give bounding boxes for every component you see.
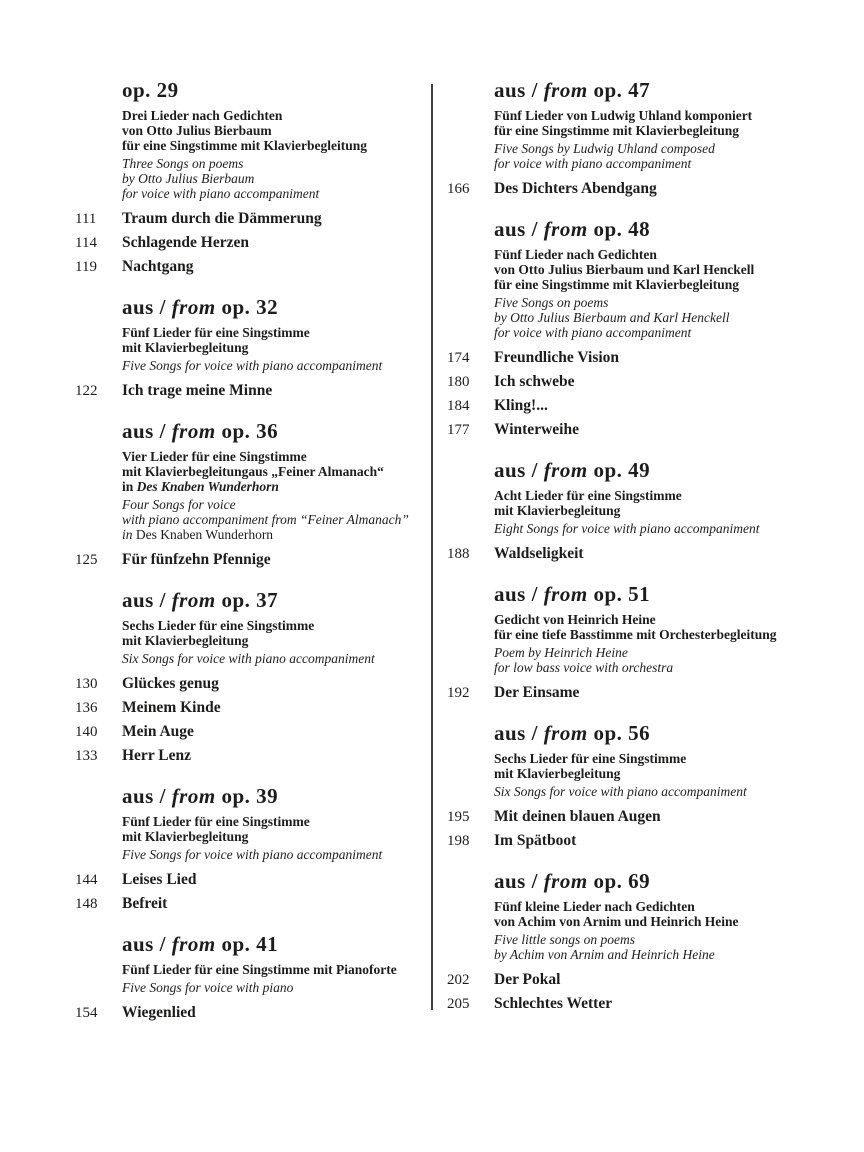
english-description bbox=[122, 156, 427, 201]
description-line bbox=[494, 612, 829, 627]
text-segment: for voice with piano accompaniment bbox=[122, 186, 320, 201]
opus-heading-text: op. 41 bbox=[215, 932, 279, 956]
text-segment: Eight Songs for voice with piano accompaniment bbox=[494, 521, 760, 536]
song-title: Glückes genug bbox=[122, 675, 219, 692]
song-title: Traum durch die Dämmerung bbox=[122, 210, 322, 227]
description-line bbox=[122, 618, 427, 633]
song-entry bbox=[447, 370, 829, 394]
description-line bbox=[122, 358, 427, 373]
description-line bbox=[122, 651, 427, 666]
page-number: 180 bbox=[447, 374, 470, 390]
text-segment: für eine Singstimme mit Klavierbegleitung bbox=[122, 138, 367, 153]
text-segment: Gedicht von Heinrich Heine bbox=[494, 612, 656, 627]
text-segment: mit Klavierbegleitung bbox=[122, 340, 249, 355]
text-segment: Sechs Lieder für eine Singstimme bbox=[122, 618, 315, 633]
text-segment: in bbox=[122, 527, 136, 542]
description-line bbox=[494, 914, 829, 929]
opus-section bbox=[75, 295, 427, 403]
opus-heading-from: from bbox=[171, 588, 216, 612]
text-segment: Three Songs on poems bbox=[122, 156, 244, 171]
description-line bbox=[122, 108, 427, 123]
opus-heading bbox=[494, 869, 829, 893]
opus-section bbox=[447, 869, 829, 1016]
text-segment: Fünf Lieder nach Gedichten bbox=[494, 247, 657, 262]
opus-section bbox=[447, 721, 829, 853]
song-title: Leises Lied bbox=[122, 871, 197, 888]
description-line bbox=[122, 138, 427, 153]
opus-heading bbox=[122, 784, 427, 808]
opus-heading-from: from bbox=[543, 458, 588, 482]
song-title: Schlechtes Wetter bbox=[494, 995, 613, 1012]
text-segment: mit Klavierbegleitung bbox=[494, 766, 621, 781]
text-segment: by Achim von Arnim and Heinrich Heine bbox=[494, 947, 715, 962]
song-entry bbox=[75, 255, 427, 279]
opus-heading-text: aus / bbox=[122, 784, 172, 808]
text-segment: by Otto Julius Bierbaum bbox=[122, 171, 255, 186]
opus-section bbox=[75, 784, 427, 916]
song-list bbox=[75, 548, 427, 572]
description-line bbox=[494, 627, 829, 642]
song-title: Nachtgang bbox=[122, 258, 194, 275]
english-description bbox=[122, 497, 427, 542]
opus-heading bbox=[494, 78, 829, 102]
description-line bbox=[494, 247, 829, 262]
page-number: 198 bbox=[447, 833, 470, 849]
text-segment: for voice with piano accompaniment bbox=[494, 325, 692, 340]
song-entry bbox=[447, 805, 829, 829]
opus-heading-text: op. 39 bbox=[215, 784, 279, 808]
song-list bbox=[447, 968, 829, 1016]
page-number: 125 bbox=[75, 552, 98, 568]
text-segment: mit Klavierbegleitung bbox=[122, 633, 249, 648]
opus-section bbox=[75, 932, 427, 1025]
description-line bbox=[494, 325, 829, 340]
english-description bbox=[494, 645, 829, 675]
song-title: Meinem Kinde bbox=[122, 699, 221, 716]
song-title: Ich schwebe bbox=[494, 373, 575, 390]
description-line bbox=[494, 295, 829, 310]
description-line bbox=[494, 899, 829, 914]
opus-heading-from: from bbox=[171, 295, 216, 319]
text-segment: Fünf Lieder von Ludwig Uhland komponiert bbox=[494, 108, 753, 123]
opus-heading bbox=[122, 295, 427, 319]
song-entry bbox=[75, 672, 427, 696]
song-list bbox=[75, 207, 427, 279]
description-line bbox=[122, 325, 427, 340]
opus-heading-from: from bbox=[171, 932, 216, 956]
opus-section bbox=[447, 217, 829, 442]
text-segment: von Achim von Arnim und Heinrich Heine bbox=[494, 914, 739, 929]
text-segment: von Otto Julius Bierbaum und Karl Henckell bbox=[494, 262, 755, 277]
description-line bbox=[494, 123, 829, 138]
song-entry bbox=[447, 418, 829, 442]
text-segment: Five Songs on poems bbox=[494, 295, 609, 310]
text-segment: mit Klavierbegleitung bbox=[494, 503, 621, 518]
text-segment: für eine Singstimme mit Klavierbegleitung bbox=[494, 277, 739, 292]
song-title: Kling!... bbox=[494, 397, 548, 414]
german-description bbox=[122, 618, 427, 648]
opus-heading-from: from bbox=[171, 419, 216, 443]
song-list bbox=[447, 805, 829, 853]
song-entry bbox=[75, 744, 427, 768]
song-entry bbox=[447, 346, 829, 370]
song-title: Im Spätboot bbox=[494, 832, 577, 849]
song-title: Mit deinen blauen Augen bbox=[494, 808, 661, 825]
english-description bbox=[494, 932, 829, 962]
description-line bbox=[122, 814, 427, 829]
opus-section bbox=[75, 588, 427, 768]
english-description bbox=[122, 651, 427, 666]
song-entry bbox=[75, 207, 427, 231]
description-line bbox=[494, 156, 829, 171]
song-title: Der Pokal bbox=[494, 971, 561, 988]
page-number: 148 bbox=[75, 896, 98, 912]
song-list bbox=[447, 681, 829, 705]
text-segment: Fünf Lieder für eine Singstimme mit Pianoforte bbox=[122, 962, 397, 977]
page-number: 184 bbox=[447, 398, 470, 414]
german-description bbox=[122, 325, 427, 355]
text-segment: Des Knaben Wunderhorn bbox=[135, 527, 274, 542]
page-number: 177 bbox=[447, 422, 470, 438]
german-description bbox=[494, 108, 829, 138]
toc-column-left bbox=[75, 78, 427, 1025]
description-line bbox=[494, 932, 829, 947]
text-segment: for voice with piano accompaniment bbox=[494, 156, 692, 171]
description-line bbox=[494, 766, 829, 781]
page-number: 136 bbox=[75, 700, 98, 716]
description-line bbox=[122, 464, 427, 479]
description-line bbox=[122, 449, 427, 464]
song-entry bbox=[75, 720, 427, 744]
text-segment: von Otto Julius Bierbaum bbox=[122, 123, 272, 138]
page-number: 140 bbox=[75, 724, 98, 740]
description-line bbox=[494, 751, 829, 766]
german-description bbox=[494, 899, 829, 929]
description-line bbox=[122, 962, 427, 977]
song-title: Ich trage meine Minne bbox=[122, 382, 273, 399]
song-list bbox=[75, 1001, 427, 1025]
german-description bbox=[494, 488, 829, 518]
text-segment: Des Knaben Wunderhorn bbox=[136, 479, 279, 494]
description-line bbox=[122, 123, 427, 138]
opus-heading-text: op. 56 bbox=[587, 721, 651, 745]
text-segment: für eine Singstimme mit Klavierbegleitung bbox=[494, 123, 739, 138]
opus-section bbox=[75, 78, 427, 279]
song-entry bbox=[447, 829, 829, 853]
description-line bbox=[494, 645, 829, 660]
song-list bbox=[75, 868, 427, 916]
opus-heading-text: op. 29 bbox=[122, 78, 179, 102]
page-number: 195 bbox=[447, 809, 470, 825]
opus-heading bbox=[122, 419, 427, 443]
text-segment: Vier Lieder für eine Singstimme bbox=[122, 449, 307, 464]
text-segment: Five Songs for voice with piano bbox=[122, 980, 294, 995]
opus-heading-text: op. 47 bbox=[587, 78, 651, 102]
page-number: 133 bbox=[75, 748, 98, 764]
opus-heading-text: op. 51 bbox=[587, 582, 651, 606]
description-line bbox=[494, 108, 829, 123]
song-list bbox=[447, 177, 829, 201]
opus-heading bbox=[122, 78, 427, 102]
song-entry bbox=[75, 379, 427, 403]
opus-heading-from: from bbox=[543, 582, 588, 606]
song-title: Des Dichters Abendgang bbox=[494, 180, 657, 197]
text-segment: Sechs Lieder für eine Singstimme bbox=[494, 751, 687, 766]
description-line bbox=[494, 310, 829, 325]
text-segment: Five Songs by Ludwig Uhland composed bbox=[494, 141, 715, 156]
column-divider bbox=[431, 84, 433, 1010]
description-line bbox=[122, 829, 427, 844]
song-list bbox=[447, 346, 829, 442]
description-line bbox=[494, 660, 829, 675]
song-title: Winterweihe bbox=[494, 421, 579, 438]
text-segment: Four Songs for voice bbox=[122, 497, 236, 512]
opus-heading-text: aus / bbox=[494, 458, 544, 482]
description-line bbox=[122, 340, 427, 355]
opus-heading-text: aus / bbox=[494, 582, 544, 606]
opus-heading-text: op. 49 bbox=[587, 458, 651, 482]
german-description bbox=[494, 247, 829, 292]
description-line bbox=[122, 156, 427, 171]
song-title: Mein Auge bbox=[122, 723, 194, 740]
text-segment: Fünf Lieder für eine Singstimme bbox=[122, 814, 310, 829]
description-line bbox=[122, 512, 427, 527]
description-line bbox=[494, 521, 829, 536]
song-entry bbox=[447, 394, 829, 418]
page-number: 111 bbox=[75, 211, 97, 227]
text-segment: by Otto Julius Bierbaum and Karl Henckell bbox=[494, 310, 730, 325]
opus-section bbox=[447, 582, 829, 705]
page-number: 144 bbox=[75, 872, 98, 888]
opus-section bbox=[447, 78, 829, 201]
opus-heading bbox=[122, 588, 427, 612]
song-title: Für fünfzehn Pfennige bbox=[122, 551, 271, 568]
text-segment: Poem by Heinrich Heine bbox=[494, 645, 628, 660]
description-line bbox=[494, 277, 829, 292]
english-description bbox=[122, 847, 427, 862]
text-segment: Fünf Lieder für eine Singstimme bbox=[122, 325, 310, 340]
page-number: 119 bbox=[75, 259, 97, 275]
song-entry bbox=[447, 681, 829, 705]
page-number: 174 bbox=[447, 350, 470, 366]
song-title: Wiegenlied bbox=[122, 1004, 196, 1021]
description-line bbox=[122, 527, 427, 542]
song-title: Schlagende Herzen bbox=[122, 234, 249, 251]
opus-heading bbox=[122, 932, 427, 956]
english-description bbox=[494, 521, 829, 536]
page-number: 188 bbox=[447, 546, 470, 562]
song-title: Freundliche Vision bbox=[494, 349, 620, 366]
english-description bbox=[494, 784, 829, 799]
song-entry bbox=[75, 868, 427, 892]
opus-heading-text: aus / bbox=[122, 932, 172, 956]
text-segment: mit Klavierbegleitungaus „Feiner Almanach“ bbox=[122, 464, 384, 479]
text-segment: with piano accompaniment from “Feiner Almanach” bbox=[122, 512, 409, 527]
opus-section bbox=[75, 419, 427, 572]
opus-heading bbox=[494, 458, 829, 482]
description-line bbox=[122, 171, 427, 186]
english-description bbox=[122, 358, 427, 373]
german-description bbox=[122, 962, 427, 977]
page-number: 192 bbox=[447, 685, 470, 701]
text-segment: Fünf kleine Lieder nach Gedichten bbox=[494, 899, 695, 914]
song-title: Herr Lenz bbox=[122, 747, 192, 764]
song-entry bbox=[75, 892, 427, 916]
song-entry bbox=[447, 968, 829, 992]
opus-heading-text: op. 37 bbox=[215, 588, 279, 612]
description-line bbox=[494, 503, 829, 518]
description-line bbox=[122, 980, 427, 995]
opus-heading-from: from bbox=[543, 721, 588, 745]
text-segment: Five Songs for voice with piano accompaniment bbox=[122, 358, 383, 373]
description-line bbox=[494, 262, 829, 277]
opus-heading bbox=[494, 582, 829, 606]
song-entry bbox=[447, 177, 829, 201]
description-line bbox=[494, 141, 829, 156]
page-number: 130 bbox=[75, 676, 98, 692]
text-segment: in bbox=[122, 479, 137, 494]
opus-heading-text: aus / bbox=[122, 295, 172, 319]
opus-heading-text: op. 69 bbox=[587, 869, 651, 893]
page-number: 205 bbox=[447, 996, 470, 1012]
description-line bbox=[494, 784, 829, 799]
description-line bbox=[494, 947, 829, 962]
song-entry bbox=[447, 992, 829, 1016]
song-title: Der Einsame bbox=[494, 684, 580, 701]
text-segment: Five Songs for voice with piano accompaniment bbox=[122, 847, 383, 862]
text-segment: Six Songs for voice with piano accompaniment bbox=[122, 651, 375, 666]
description-line bbox=[122, 847, 427, 862]
german-description bbox=[494, 751, 829, 781]
description-line bbox=[122, 479, 427, 494]
opus-heading bbox=[494, 721, 829, 745]
page-number: 122 bbox=[75, 383, 98, 399]
page-number: 166 bbox=[447, 181, 470, 197]
song-title: Waldseligkeit bbox=[494, 545, 584, 562]
description-line bbox=[122, 497, 427, 512]
german-description bbox=[122, 449, 427, 494]
description-line bbox=[494, 488, 829, 503]
description-line bbox=[122, 186, 427, 201]
english-description bbox=[494, 295, 829, 340]
opus-heading-text: op. 48 bbox=[587, 217, 651, 241]
english-description bbox=[494, 141, 829, 171]
german-description bbox=[122, 814, 427, 844]
text-segment: mit Klavierbegleitung bbox=[122, 829, 249, 844]
text-segment: Five little songs on poems bbox=[494, 932, 635, 947]
description-line bbox=[122, 633, 427, 648]
song-entry bbox=[75, 231, 427, 255]
opus-heading-text: aus / bbox=[122, 588, 172, 612]
song-entry bbox=[447, 542, 829, 566]
text-segment: Acht Lieder für eine Singstimme bbox=[494, 488, 682, 503]
english-description bbox=[122, 980, 427, 995]
opus-section bbox=[447, 458, 829, 566]
opus-heading-text: op. 36 bbox=[215, 419, 279, 443]
song-entry bbox=[75, 696, 427, 720]
opus-heading-from: from bbox=[543, 78, 588, 102]
opus-heading bbox=[494, 217, 829, 241]
opus-heading-text: aus / bbox=[122, 419, 172, 443]
song-list bbox=[75, 379, 427, 403]
song-list bbox=[447, 542, 829, 566]
page-number: 202 bbox=[447, 972, 470, 988]
german-description bbox=[494, 612, 829, 642]
text-segment: Drei Lieder nach Gedichten bbox=[122, 108, 283, 123]
song-entry bbox=[75, 1001, 427, 1025]
page-number: 114 bbox=[75, 235, 97, 251]
opus-heading-text: aus / bbox=[494, 721, 544, 745]
song-title: Befreit bbox=[122, 895, 168, 912]
song-list bbox=[75, 672, 427, 768]
opus-heading-from: from bbox=[543, 869, 588, 893]
page-number: 154 bbox=[75, 1005, 98, 1021]
text-segment: Six Songs for voice with piano accompaniment bbox=[494, 784, 747, 799]
opus-heading-from: from bbox=[171, 784, 216, 808]
opus-heading-text: aus / bbox=[494, 217, 544, 241]
song-entry bbox=[75, 548, 427, 572]
toc-column-right bbox=[447, 78, 829, 1016]
opus-heading-from: from bbox=[543, 217, 588, 241]
opus-heading-text: op. 32 bbox=[215, 295, 279, 319]
german-description bbox=[122, 108, 427, 153]
opus-heading-text: aus / bbox=[494, 78, 544, 102]
opus-heading-text: aus / bbox=[494, 869, 544, 893]
text-segment: für eine tiefe Basstimme mit Orchesterbegleitung bbox=[494, 627, 777, 642]
text-segment: for low bass voice with orchestra bbox=[494, 660, 674, 675]
